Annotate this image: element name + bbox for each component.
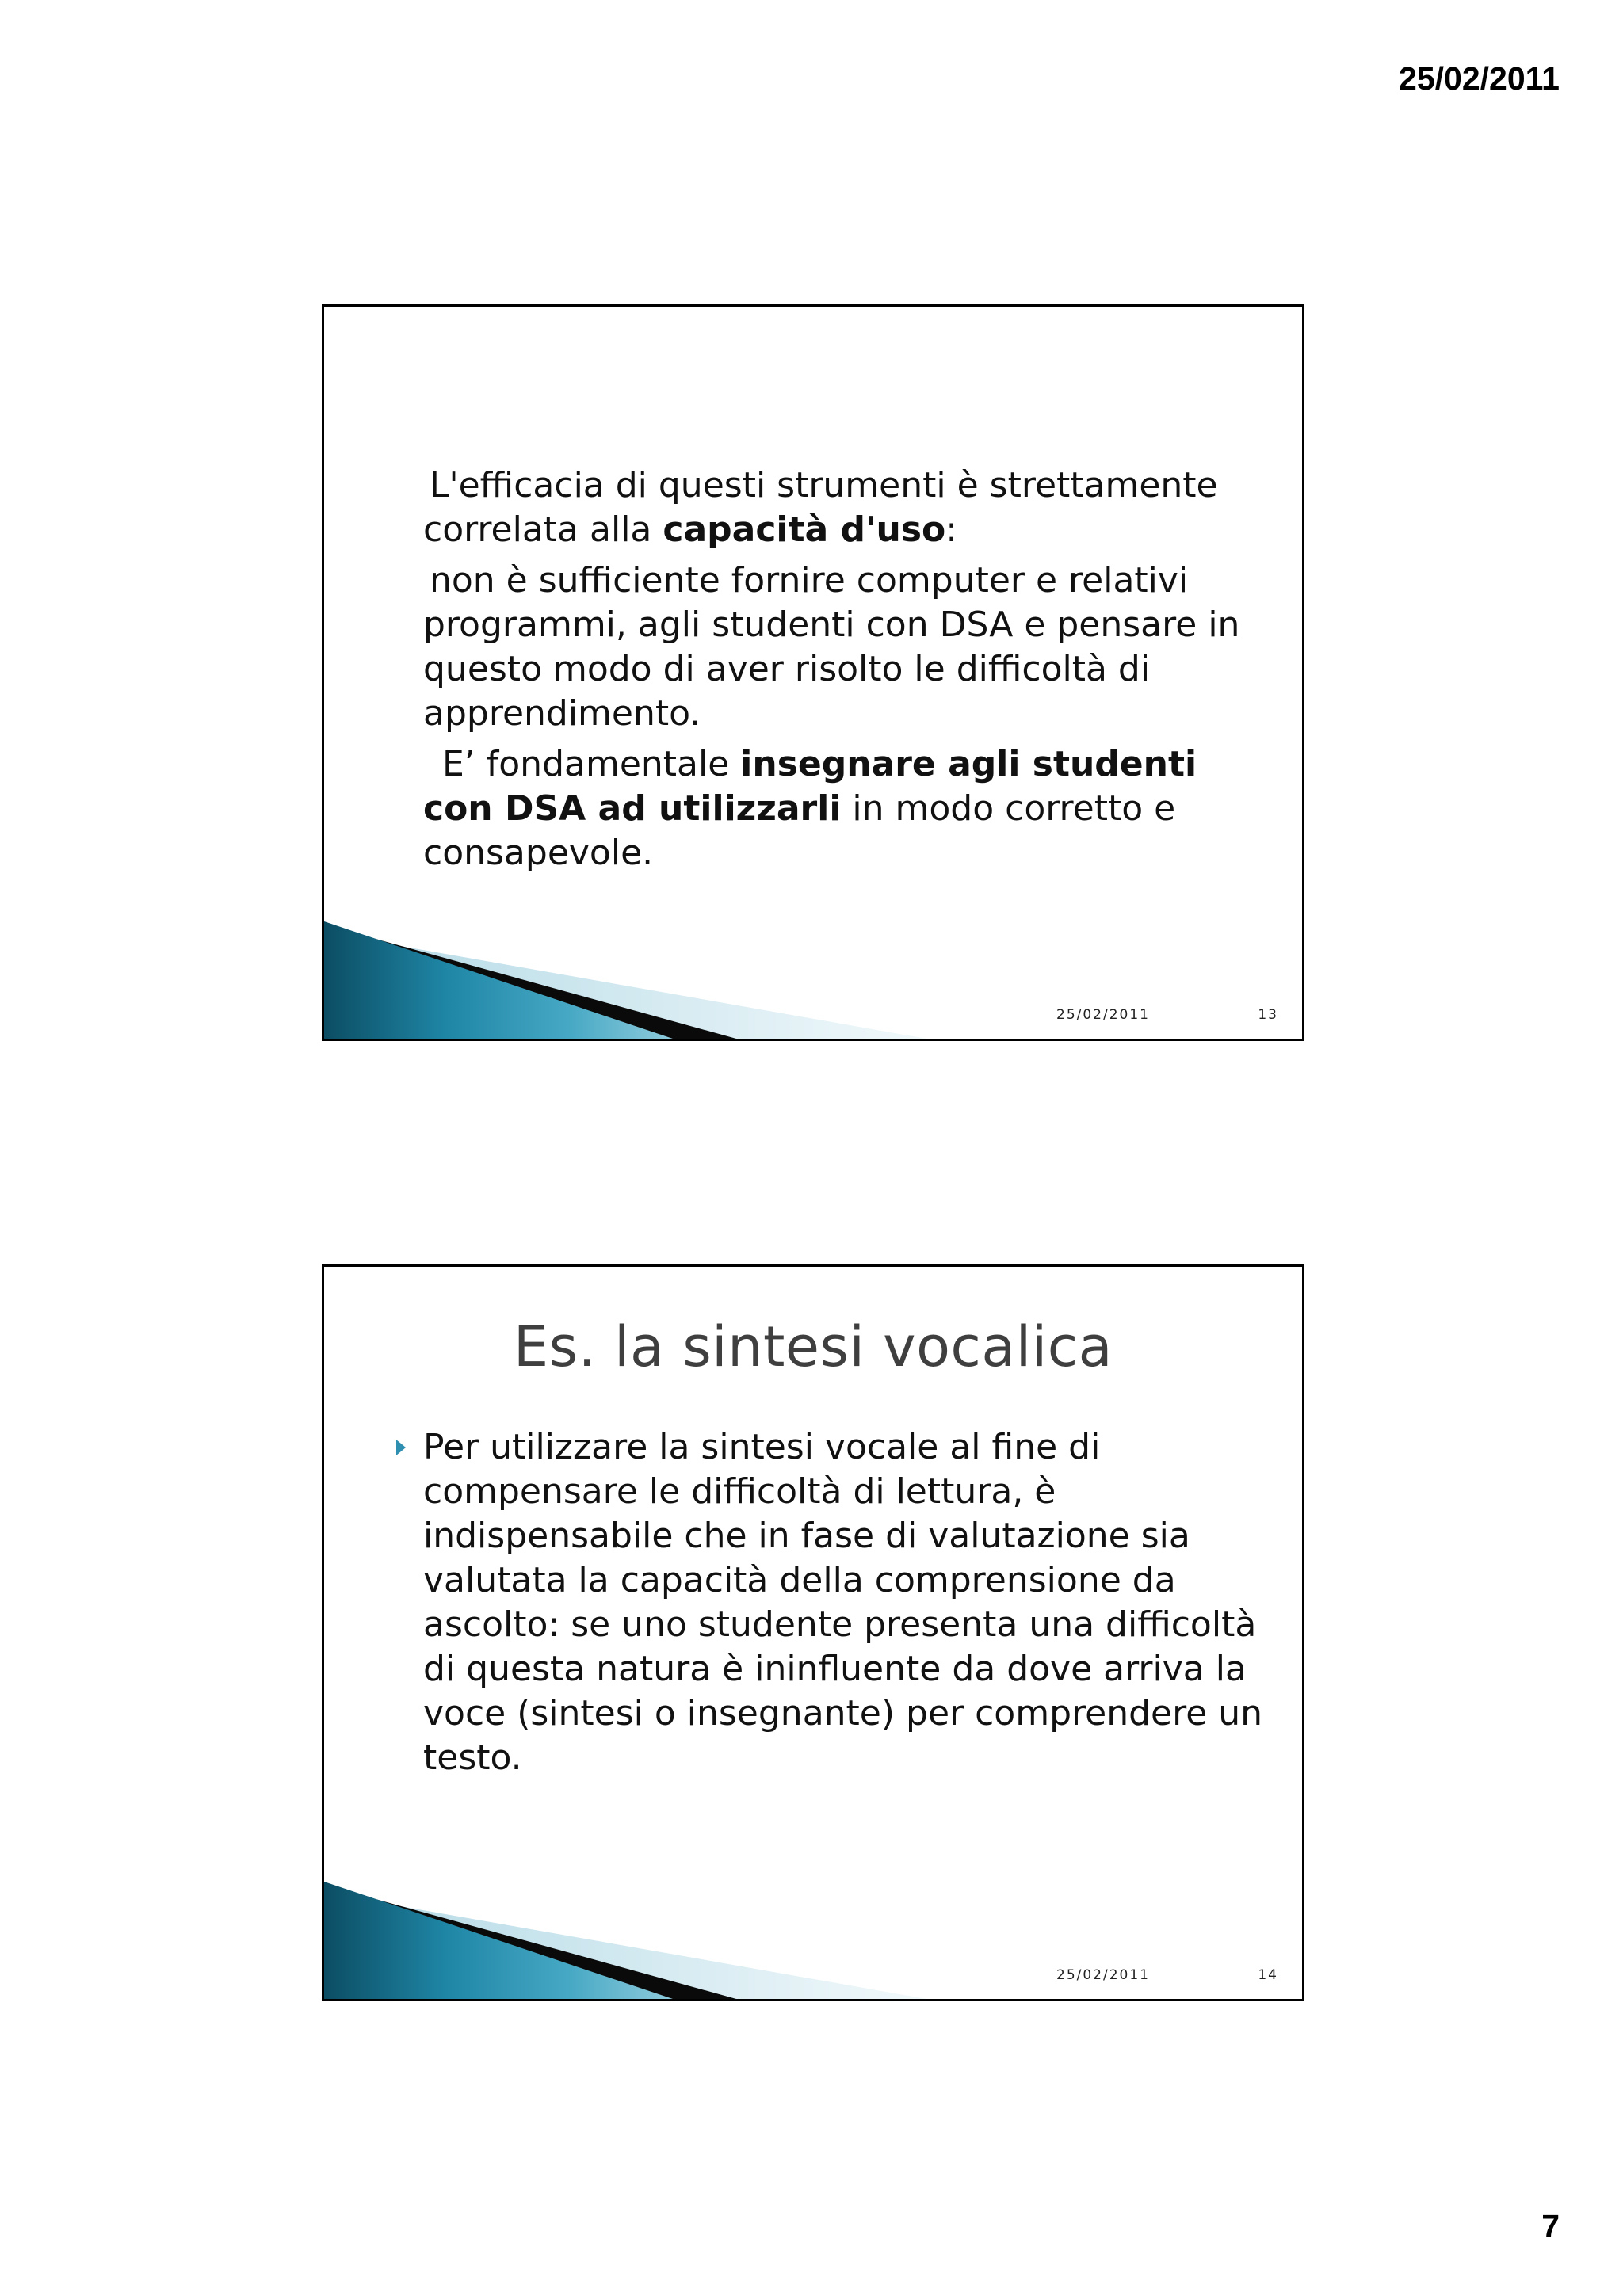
slide-14-decorative-swoosh xyxy=(324,1880,926,1999)
paragraph-1-text: L'efficacia di questi strumenti è strettamente correlata alla xyxy=(423,465,1218,550)
slide-14-bullet-item xyxy=(423,1425,1263,1780)
bullet-arrow-icon xyxy=(396,1440,406,1455)
paragraph-3-text: E’ fondamentale xyxy=(442,744,741,784)
paragraph-1-emphasis: capacità d'uso xyxy=(663,509,946,550)
slide-13-body xyxy=(423,463,1247,875)
paragraph-3-tail: in modo corretto e consapevole. xyxy=(423,788,1176,873)
paragraph-3-emphasis: insegnare agli studenti con DSA ad utilizzarli xyxy=(423,744,1197,829)
paragraph-1-colon: : xyxy=(945,509,958,550)
slide-13-decorative-swoosh xyxy=(324,920,926,1039)
slide-14-bullet-text: Per utilizzare la sintesi vocale al fine di compensare le difficoltà di lettura, è indispensabile che in fase di valutazione sia valutata la capacità della comprensione da ascolto: se uno studente presenta una difficoltà di questa natura è ininfluente da dove arriva la voce (sintesi o insegnante) per comprendere un testo. xyxy=(423,1427,1263,1778)
slide-14-footer-date: 25/02/2011 xyxy=(1056,1967,1150,1983)
slide-13-footer-date: 25/02/2011 xyxy=(1056,1007,1150,1023)
slide-13 xyxy=(322,304,1304,1041)
slide-13-number: 13 xyxy=(1258,1007,1278,1023)
slide-13-paragraph-2: non è sufficiente fornire computer e relativi programmi, agli studenti con DSA e pensare in questo modo di aver risolto le difficoltà di apprendimento. xyxy=(423,560,1240,734)
slide-13-paragraph-1 xyxy=(423,463,1247,552)
slide-14 xyxy=(322,1264,1304,2001)
page-header-date: 25/02/2011 xyxy=(1399,60,1560,97)
page-number: 7 xyxy=(1541,2208,1560,2245)
slide-14-number: 14 xyxy=(1258,1967,1278,1983)
slide-13-paragraph-3 xyxy=(423,742,1247,875)
slide-14-title: Es. la sintesi vocalica xyxy=(513,1314,1113,1379)
